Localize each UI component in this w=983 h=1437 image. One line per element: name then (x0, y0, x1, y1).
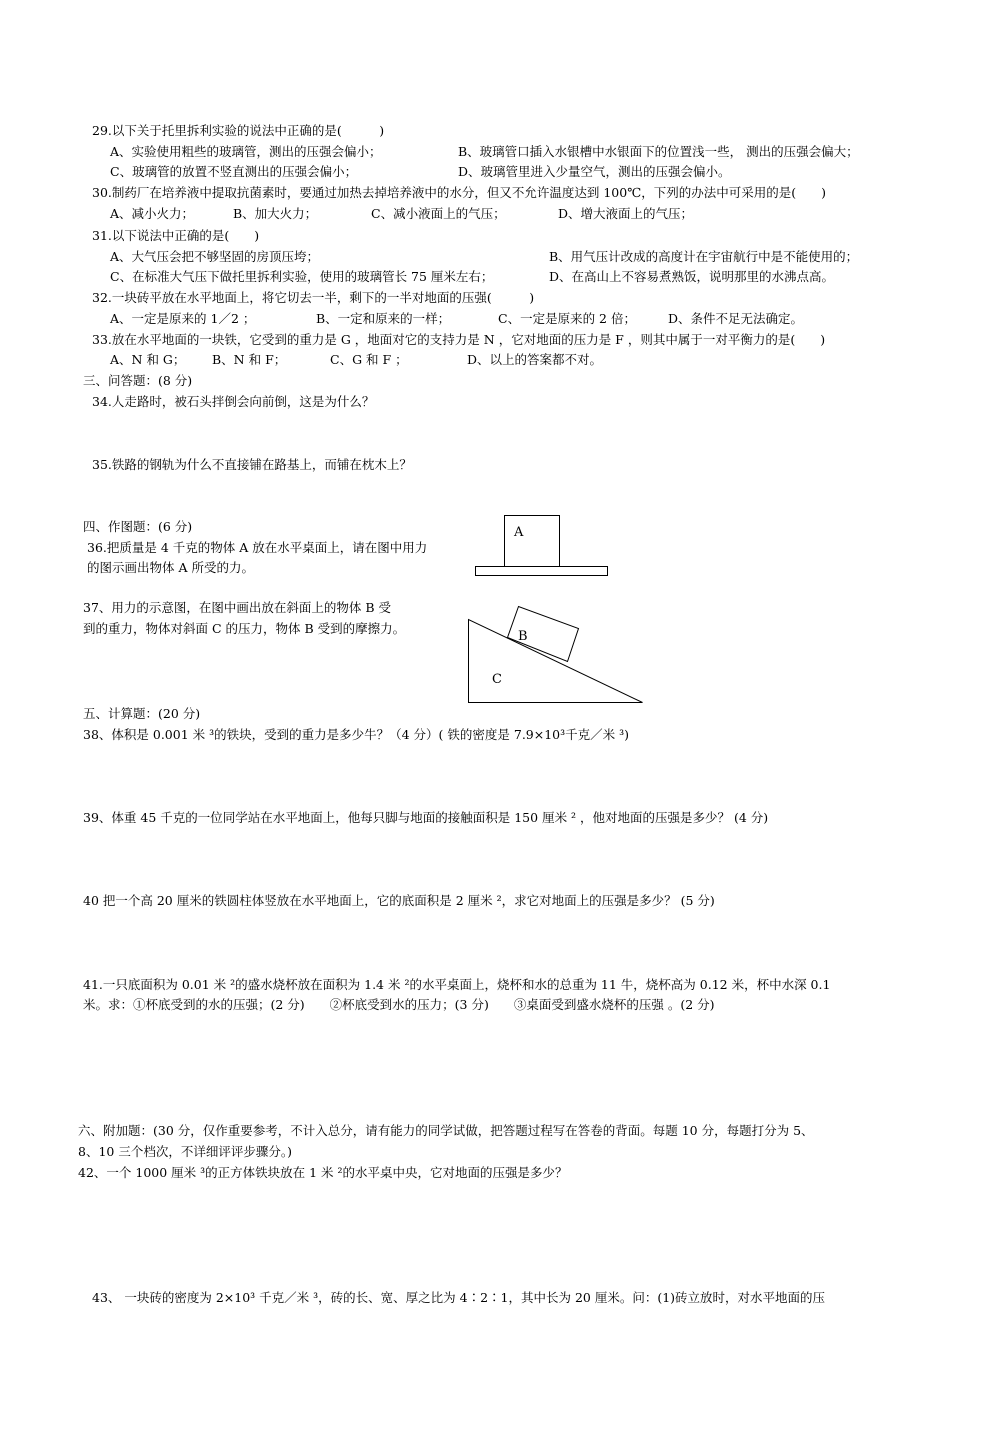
q32-option-a: A、一定是原来的 1／2 ； (110, 311, 256, 326)
q32-option-c: C、一定是原来的 2 倍； (498, 311, 636, 326)
q29-option-a: A、实验使用粗些的玻璃管，测出的压强会偏小； (110, 144, 382, 159)
q32-option-b: B、一定和原来的一样； (316, 311, 451, 326)
q30-option-b: B、加大火力； (233, 206, 318, 221)
q29-stem: 29.以下关于托里拆利实验的说法中正确的是( ) (92, 123, 385, 138)
incline-c (469, 620, 643, 703)
q36-text-line1: 36.把质量是 4 千克的物体 A 放在水平桌面上，请在图中用力 (87, 540, 428, 555)
q29-option-c: C、玻璃管的放置不竖直测出的压强会偏小； (110, 164, 358, 179)
q33-option-a: A、N 和 G； (110, 352, 186, 367)
q33-option-d: D、以上的答案都不对。 (467, 352, 603, 367)
q32-stem: 32.一块砖平放在水平地面上，将它切去一半，剩下的一半对地面的压强( ) (92, 290, 535, 305)
q39-text: 39、体重 45 千克的一位同学站在水平地面上，他每只脚与地面的接触面积是 150 厘米 ² ，他对地面的压强是多少？ (4 分) (83, 810, 769, 825)
section-5-title: 五、计算题：(20 分) (83, 706, 201, 721)
q31-option-d: D、在高山上不容易煮熟饭，说明那里的水沸点高。 (549, 269, 835, 284)
q31-stem: 31.以下说法中正确的是( ) (92, 228, 260, 243)
q33-option-c: C、G 和 F ； (330, 352, 408, 367)
q41-text-line2: 米。求：①杯底受到的水的压强；(2 分) ②杯底受到水的压力；(3 分) ③桌面受到盛水烧杯的压强 。(2 分) (83, 997, 715, 1012)
q36-figure (470, 510, 615, 582)
q36-text-line2: 的图示画出物体 A 所受的力。 (87, 560, 254, 575)
q31-option-a: A、大气压会把不够坚固的房顶压垮； (110, 249, 320, 264)
q35-text: 35.铁路的钢轨为什么不直接铺在路基上，而铺在枕木上？ (92, 457, 412, 472)
q33-option-b: B、N 和 F； (212, 352, 287, 367)
block-b-label: B (518, 629, 528, 644)
q30-stem: 30.制药厂在培养液中提取抗菌素时，要通过加热去掉培养液中的水分，但又不允许温度达到 100℃，下列的办法中可采用的是( ) (92, 185, 826, 200)
block-a (505, 516, 560, 567)
q41-text-line1: 41.一只底面积为 0.01 米 ²的盛水烧杯放在面积为 1.4 米 ²的水平桌面上，烧杯和水的总重为 11 牛，烧杯高为 0.12 米，杯中水深 0.1 (83, 977, 831, 992)
q43-text: 43、 一块砖的密度为 2×10³ 千克／米 ³，砖的长、宽、厚之比为 4∶2∶1，其中长为 20 厘米。问：(1)砖立放时，对水平地面的压 (92, 1290, 826, 1305)
q29-option-d: D、玻璃管里进入少量空气，测出的压强会偏小。 (458, 164, 731, 179)
q30-option-a: A、减小火力； (110, 206, 195, 221)
q42-text: 42、一个 1000 厘米 ³的正方体铁块放在 1 米 ²的水平桌中央，它对地面的压强是多少？ (78, 1165, 568, 1180)
block-a-label: A (514, 525, 524, 540)
incline-c-label: C (492, 672, 502, 687)
section-4-title: 四、作图题：(6 分) (83, 519, 193, 534)
q31-option-b: B、用气压计改成的高度计在宇宙航行中是不能使用的； (549, 249, 859, 264)
section-6-title-line2: 8、10 三个档次，不详细评评步骤分。) (78, 1144, 292, 1159)
q30-option-d: D、增大液面上的气压； (558, 206, 694, 221)
q29-option-b: B、玻璃管口插入水银槽中水银面下的位置浅一些， 测出的压强会偏大； (458, 144, 859, 159)
q40-text: 40 把一个高 20 厘米的铁圆柱体竖放在水平地面上，它的底面积是 2 厘米 ²，求它对地面上的压强是多少？ (5 分) (83, 893, 715, 908)
q37-text-line2: 到的重力，物体对斜面 C 的压力，物体 B 受到的摩擦力。 (83, 621, 406, 636)
table-surface (476, 567, 608, 576)
q34-text: 34.人走路时，被石头拌倒会向前倒，这是为什么？ (92, 394, 375, 409)
section-3-title: 三、问答题：(8 分) (83, 373, 193, 388)
q31-option-c: C、在标准大气压下做托里拆利实验，使用的玻璃管长 75 厘米左右； (110, 269, 494, 284)
q32-option-d: D、条件不足无法确定。 (668, 311, 804, 326)
section-6-title-line1: 六、附加题：(30 分，仅作重要参考，不计入总分，请有能力的同学试做，把答题过程写在答卷的背面。每题 10 分，每题打分为 5、 (78, 1123, 814, 1138)
q33-stem: 33.放在水平地面的一块铁，它受到的重力是 G ，地面对它的支持力是 N ，它对地面的压力是 F ，则其中属于一对平衡力的是( ) (92, 332, 826, 347)
q38-text: 38、体积是 0.001 米 ³的铁块，受到的重力是多少牛？（4 分）( 铁的密度是 7.9×10³千克／米 ³) (83, 727, 630, 742)
q37-text-line1: 37、用力的示意图，在图中画出放在斜面上的物体 B 受 (83, 600, 392, 615)
q37-figure (462, 600, 647, 708)
q30-option-c: C、减小液面上的气压； (371, 206, 506, 221)
